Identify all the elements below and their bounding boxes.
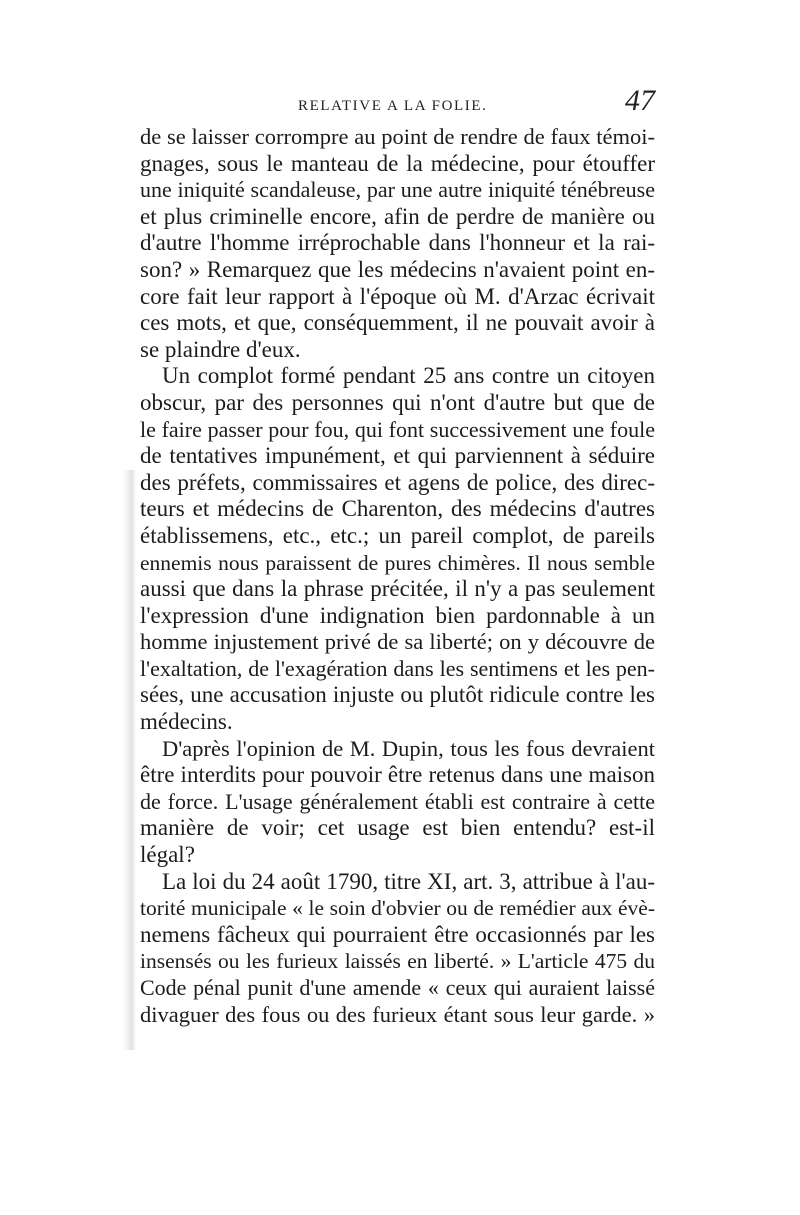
text-line: ces mots, et que, conséquemment, il ne pouvait avoir à [140, 310, 655, 336]
text-line: de tentatives impunément, et qui parviennent à séduire [140, 443, 655, 469]
page-number: 47 [625, 84, 655, 117]
paragraph-first-line: D'après l'opinion de M. Dupin, tous les fous devraient [162, 735, 655, 761]
paragraph-first-line: Un complot formé pendant 25 ans contre un citoyen [162, 363, 655, 389]
text-line: être interdits pour pouvoir être retenus dans une maison [140, 762, 655, 788]
running-title: RELATIVE A LA FOLIE. [298, 98, 488, 114]
text-line: manière de voir; cet usage est bien entendu? est-il [140, 815, 655, 841]
text-line: l'expression d'une indignation bien pardonnable à un [140, 602, 655, 628]
text-line: obscur, par des personnes qui n'ont d'autre but que de [140, 389, 655, 415]
text-line: core fait leur rapport à l'époque où M. d'Arzac écrivait [140, 283, 655, 309]
text-line: son? » Remarquez que les médecins n'avaient point en- [140, 256, 655, 282]
paragraph-last-line: légal? [140, 842, 195, 868]
paragraph-first-line: La loi du 24 août 1790, titre XI, art. 3, attribue à l'au- [162, 868, 655, 894]
paragraph-last-line: médecins. [140, 709, 233, 735]
text-line: torité municipale « le soin d'obvier ou de remédier aux évè- [140, 896, 655, 921]
text-line: gnages, sous le manteau de la médecine, pour étouffer [140, 150, 655, 176]
text-line: établissemens, etc., etc.; un pareil complot, de pareils [140, 522, 655, 548]
text-line: une iniquité scandaleuse, par une autre iniquité ténébreuse [140, 177, 655, 203]
paragraph-last-line: se plaindre d'eux. [140, 336, 301, 362]
text-line: ennemis nous paraissent de pures chimères. Il nous semble [140, 550, 655, 575]
text-line: d'autre l'homme irréprochable dans l'honneur et la rai- [140, 230, 655, 256]
text-line: de force. L'usage généralement établi est contraire à cette [140, 788, 655, 814]
text-line: de se laisser corrompre au point de rendre de faux témoi- [140, 124, 655, 149]
text-line: aussi que dans la phrase précitée, il n'y a pas seulement [140, 576, 655, 602]
text-line: des préfets, commissaires et agens de police, des direc- [140, 469, 655, 495]
text-line: sées, une accusation injuste ou plutôt ridicule contre les [140, 682, 655, 708]
text-line: divaguer des fous ou des furieux étant sous leur garde. » [140, 1001, 655, 1027]
text-line: teurs et médecins de Charenton, des médecins d'autres [140, 496, 655, 522]
text-line: et plus criminelle encore, afin de perdre de manière ou [140, 203, 655, 229]
text-line: l'exaltation, de l'exagération dans les sentimens et les pen- [140, 655, 655, 681]
text-line: le faire passer pour fou, qui font successivement une foule [140, 416, 655, 442]
text-line: Code pénal punit d'une amende « ceux qui auraient laissé [140, 975, 655, 1000]
binding-shadow [122, 470, 136, 1050]
running-head [140, 84, 655, 124]
body-text [140, 124, 655, 1028]
text-line: homme injustement privé de sa liberté; on y découvre de [140, 629, 655, 655]
text-line: insensés ou les furieux laissés en liberté. » L'article 475 du [140, 949, 655, 974]
text-line: nemens fâcheux qui pourraient être occasionnés par les [140, 921, 655, 947]
